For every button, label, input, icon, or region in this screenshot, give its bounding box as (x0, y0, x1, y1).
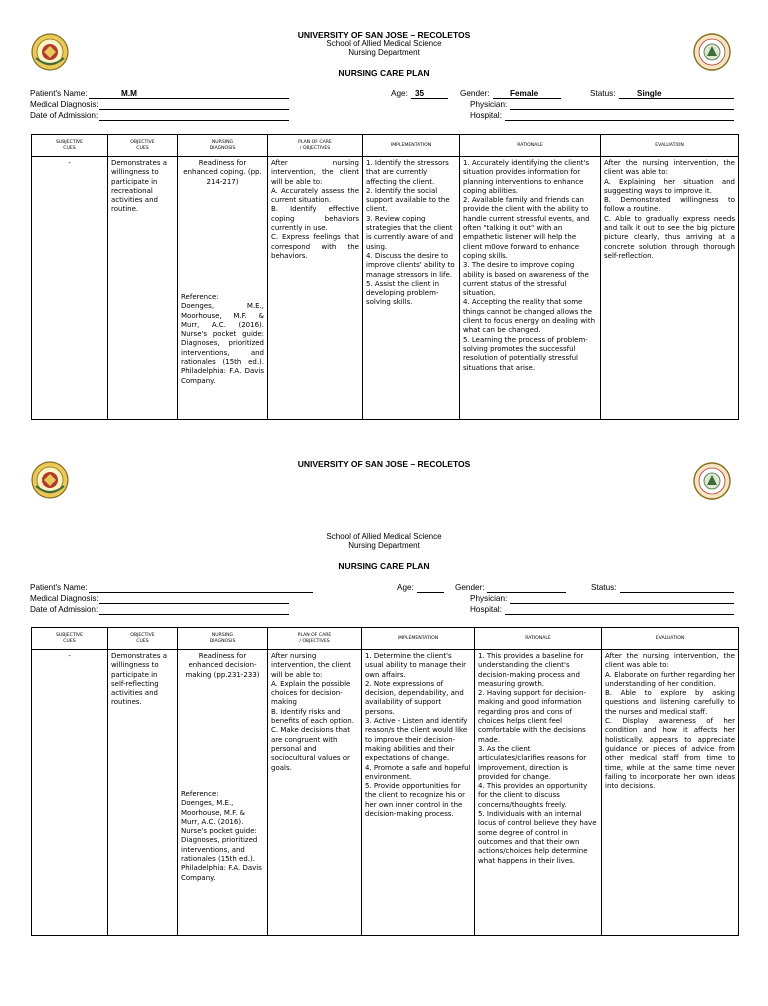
hospital-label: Hospital: (470, 111, 502, 120)
status-label: Status: (590, 89, 616, 98)
medical-diagnosis-label: Medical Diagnosis: (30, 594, 99, 603)
status-label: Status: (591, 583, 617, 592)
subjective-cues-cell: - (32, 650, 108, 936)
age-value: 35 (415, 89, 425, 98)
objective-cues-cell: Demonstrates a willingness to participate in recreational activities and routine. (108, 157, 178, 420)
school-name: School of Allied Medical Science (326, 532, 442, 541)
reference-text: Reference: Doenges, M.E., Moorhouse, M.F. & Murr, A.C. (2016). Nurse's pocket guide: Diagnoses, prioritized interventions, and rationales (15th ed.). Philadelphia: F.A. Davis Company. (181, 790, 262, 882)
diagnosis-text: Readiness for enhanced decision-making (pp.231-233) (185, 652, 260, 679)
date-of-admission-label: Date of Admission: (30, 111, 99, 120)
implementation-cell: 1. Identify the stressors that are currently affecting the client. 2. Identify the social support available to the client. 3. Review coping strategies that the client is currently aware of and using. 4. Discuss the desire to improve clients' ability to manage stressors in life. 5. Assist the client in developing problem-solving skills. (363, 157, 460, 420)
nursing-diagnosis-cell (178, 650, 268, 936)
reference-text: Reference: Doenges, M.E., Moorhouse, M.F. & Murr, A.C. (2016). Nurse's pocket guide: Diagnoses, prioritized interventions, and rationales (15th ed.). Philadelphia: F.A. Davis Company. (181, 293, 264, 385)
plan-of-care-cell: After nursing intervention, the client will be able to: A. Explain the possible choices for decision-making B. Identify risks and benefits of each option. C. Make decisions that are congruent with personal and sociocultural values or goals. (268, 650, 362, 936)
university-name: UNIVERSITY OF SAN JOSE – RECOLETOS (297, 30, 471, 40)
col-plan-of-care: PLAN OF CARE / OBJECTIVES (268, 628, 362, 650)
patient-name-label: Patient's Name: (30, 89, 88, 98)
age-label: Age: (391, 89, 408, 98)
col-evaluation: EVALUATION (601, 135, 739, 157)
physician-label: Physician: (470, 594, 508, 603)
hospital-label: Hospital: (470, 605, 502, 614)
gender-label: Gender: (460, 89, 490, 98)
age-label: Age: (397, 583, 414, 592)
col-objective-cues: OBJECTIVE CUES (108, 135, 178, 157)
col-subjective-cues: SUBJECTIVE CUES (32, 135, 108, 157)
patient-name-value: M.M (121, 89, 137, 98)
university-name: UNIVERSITY OF SAN JOSE – RECOLETOS (297, 459, 471, 469)
objective-cues-cell: Demonstrates a willingness to participate in self-reflecting activities and routines. (108, 650, 178, 936)
col-objective-cues: OBJECTIVE CUES (108, 628, 178, 650)
col-rationale: RATIONALE (460, 135, 601, 157)
implementation-cell: 1. Determine the client's usual ability to manage their own affairs. 2. Note expressions of decision, dependability, and availability of support persons. 3. Active - Listen and identify reason/s the client would like to improve their decision-making abilities and their expectations of change. 4. Promote a safe and hopeful environment. 5. Provide opportunities for the client to recognize his or her own inner control in the decision-making process. (362, 650, 475, 936)
gender-label: Gender: (455, 583, 485, 592)
col-evaluation: EVALUATION (602, 628, 739, 650)
patient-name-label: Patient's Name: (30, 583, 88, 592)
evaluation-cell: After the nursing intervention, the client was able to: A. Elaborate on further regarding her understanding of her condition. B. Able to explore by asking questions and listening carefully to the nurses and medical staff. C. Display awareness of her condition and how it affects her holistically. appears to appreciate guidance or pieces of advice from other medical staff from time to time, while at the same time never failing to incorporate her own ideas into decisions. (602, 650, 739, 936)
rationale-cell: 1. Accurately identifying the client's situation provides information for planning interventions to enhance coping abilities. 2. Available family and friends can provide the client with the ability to handle current stressful events, and often "talking it out" with an empathetic listener will help the client m0ove forward to enhance coping skills. 3. The desire to improve coping ability is based on awareness of the current status of the stressful situation. 4. Accepting the reality that some things cannot be changed allows the client to focus energy on dealing with what can be changed. 5. Learning the process of problem-solving promotes the successful resolution of potentially stressful situations that arise. (460, 157, 601, 420)
physician-label: Physician: (470, 100, 508, 109)
rationale-cell: 1. This provides a baseline for understanding the client's decision-making process and measuring growth. 2. Having support for decision-making and good information regarding pros and cons of choices helps client feel comfortable with the decisions made. 3. As the client articulates/clarifies reasons for improvement, direction is provided for change. 4. This provides an opportunity for the client to discuss concerns/thoughts freely. 5. Individuals with an internal locus of control believe they have some degree of control in outcomes and that their own actions/choices help determine what happens in their lives. (475, 650, 602, 936)
care-plan-table (31, 134, 739, 420)
subjective-cues-cell: - (32, 157, 108, 420)
col-subjective-cues: SUBJECTIVE CUES (32, 628, 108, 650)
date-of-admission-label: Date of Admission: (30, 605, 99, 614)
plan-of-care-cell: After nursing intervention, the client will be able to: A. Accurately assess the current situation. B. Identify effective coping behaviors currently in use. C. Express feelings that correspond with the behaviors. (268, 157, 363, 420)
care-plan-table (31, 627, 739, 936)
nursing-diagnosis-cell (178, 157, 268, 420)
status-value: Single (637, 89, 662, 98)
col-implementation: IMPLEMENTATION (362, 628, 475, 650)
col-plan-of-care: PLAN OF CARE / OBJECTIVES (268, 135, 363, 157)
gender-value: Female (510, 89, 539, 98)
department-name: Nursing Department (348, 48, 420, 57)
document-title: NURSING CARE PLAN (338, 561, 430, 571)
diagnosis-text: Readiness for enhanced coping. (pp. 214-217) (183, 159, 262, 186)
department-name: Nursing Department (348, 541, 420, 550)
col-nursing-diagnosis: NURSING DIAGNOSIS (178, 628, 268, 650)
medical-diagnosis-label: Medical Diagnosis: (30, 100, 99, 109)
col-implementation: IMPLEMENTATION (363, 135, 460, 157)
col-rationale: RATIONALE (475, 628, 602, 650)
col-nursing-diagnosis: NURSING DIAGNOSIS (178, 135, 268, 157)
school-name: School of Allied Medical Science (326, 39, 442, 48)
document-title: NURSING CARE PLAN (338, 68, 430, 78)
evaluation-cell: After the nursing intervention, the client was able to: A. Explaining her situation and suggesting ways to improve it. B. Demonstrated willingness to follow a routine. C. Able to gradually express needs and talk it out to see the big picture picture clearly, thus arriving at a concrete solution through thorough self-reflection. (601, 157, 739, 420)
